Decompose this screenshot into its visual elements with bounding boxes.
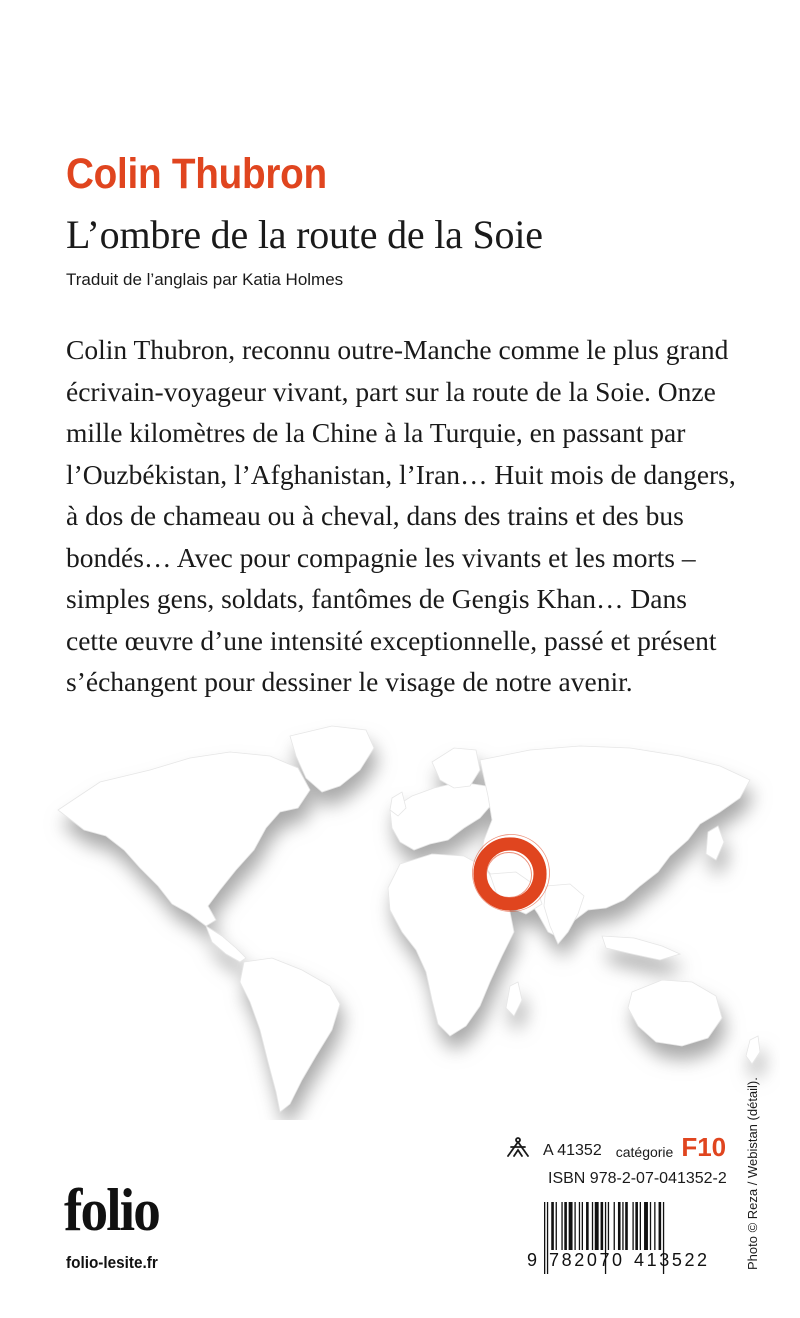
madagascar-shape (506, 982, 522, 1016)
barcode-group-2: 413522 (634, 1250, 710, 1270)
isbn-number: ISBN 978-2-07-041352-2 (548, 1170, 727, 1187)
blurb-line: écrivain-voyageur vivant, part sur la route de la Soie. Onze (66, 375, 716, 407)
scandinavia-shape (432, 748, 480, 788)
world-map-image (40, 700, 780, 1120)
barcode-bar (544, 1202, 545, 1274)
blurb-line: l’Ouzbékistan, l’Afghanistan, l’Iran… Huit mois de dangers, (66, 458, 736, 490)
central-america-shape (206, 926, 246, 962)
publisher-website: folio-lesite.fr (66, 1253, 158, 1272)
blurb-line: mille kilomètres de la Chine à la Turquie, en passant par (66, 417, 686, 448)
japan-shape (706, 826, 724, 860)
category-code: F10 (681, 1132, 727, 1162)
barcode-bar (556, 1202, 557, 1250)
translator-credit: Traduit de l’anglais par Katia Holmes (66, 270, 344, 289)
barcode-bar (614, 1202, 615, 1250)
barcode-bar (644, 1202, 648, 1250)
north-america-shape (58, 752, 310, 926)
barcode-bar (595, 1202, 599, 1250)
barcode-bar (618, 1202, 621, 1250)
south-america-shape (240, 958, 340, 1112)
barcode-bar (635, 1202, 638, 1250)
barcode-bar (659, 1202, 662, 1250)
book-title: L’ombre de la route de la Soie (66, 212, 543, 257)
blurb-line: simples gens, soldats, fantômes de Gengis Khan… Dans (66, 583, 687, 614)
barcode-bar (608, 1202, 609, 1250)
barcode-first-digit: 9 (527, 1250, 538, 1270)
blurb-line: s’échangent pour dessiner le visage de notre avenir. (66, 666, 633, 697)
barcode-bar (640, 1202, 641, 1250)
blurb-line: à dos de chameau ou à cheval, dans des trains et des bus (66, 500, 684, 531)
indonesia-shape (602, 936, 680, 960)
barcode-bar (654, 1202, 655, 1250)
gallimard-logo-icon (505, 1136, 531, 1160)
folio-logo: folio (64, 1177, 160, 1243)
author-name: Colin Thubron (66, 150, 327, 198)
barcode-bar (625, 1202, 628, 1250)
barcode-bar (592, 1202, 593, 1250)
barcode-bar (586, 1202, 589, 1250)
barcode-bar (601, 1202, 604, 1250)
blurb-line: bondés… Avec pour compagnie les vivants et les morts – (66, 541, 696, 573)
barcode-bar (582, 1202, 583, 1250)
barcode-bar (632, 1202, 633, 1250)
barcode-group-1: 782070 (549, 1250, 625, 1270)
collection-code-row (505, 1132, 726, 1160)
india-shape (544, 884, 584, 944)
barcode-bar (574, 1202, 575, 1250)
barcode-bar (551, 1202, 554, 1250)
barcode-bar (650, 1202, 651, 1250)
barcode-bar (547, 1202, 548, 1274)
barcode-bar (564, 1202, 567, 1250)
australia-shape (628, 980, 722, 1046)
blurb-text (66, 329, 746, 703)
europe-shape (390, 782, 492, 850)
collection-number: A 41352 (543, 1142, 602, 1159)
barcode-bar (579, 1202, 580, 1250)
barcode-bar (622, 1202, 623, 1250)
new-zealand-shape (746, 1036, 760, 1064)
category-label: catégorie (615, 1144, 674, 1160)
blurb-line: cette œuvre d’une intensité exceptionnelle, passé et présent (66, 624, 717, 656)
blurb-line: Colin Thubron, reconnu outre-Manche comme le plus grand (66, 334, 729, 365)
barcode-bar (569, 1202, 573, 1250)
barcode-bar (561, 1202, 562, 1250)
photo-credit: Photo © Reza / Webistan (détail). (745, 1077, 760, 1270)
